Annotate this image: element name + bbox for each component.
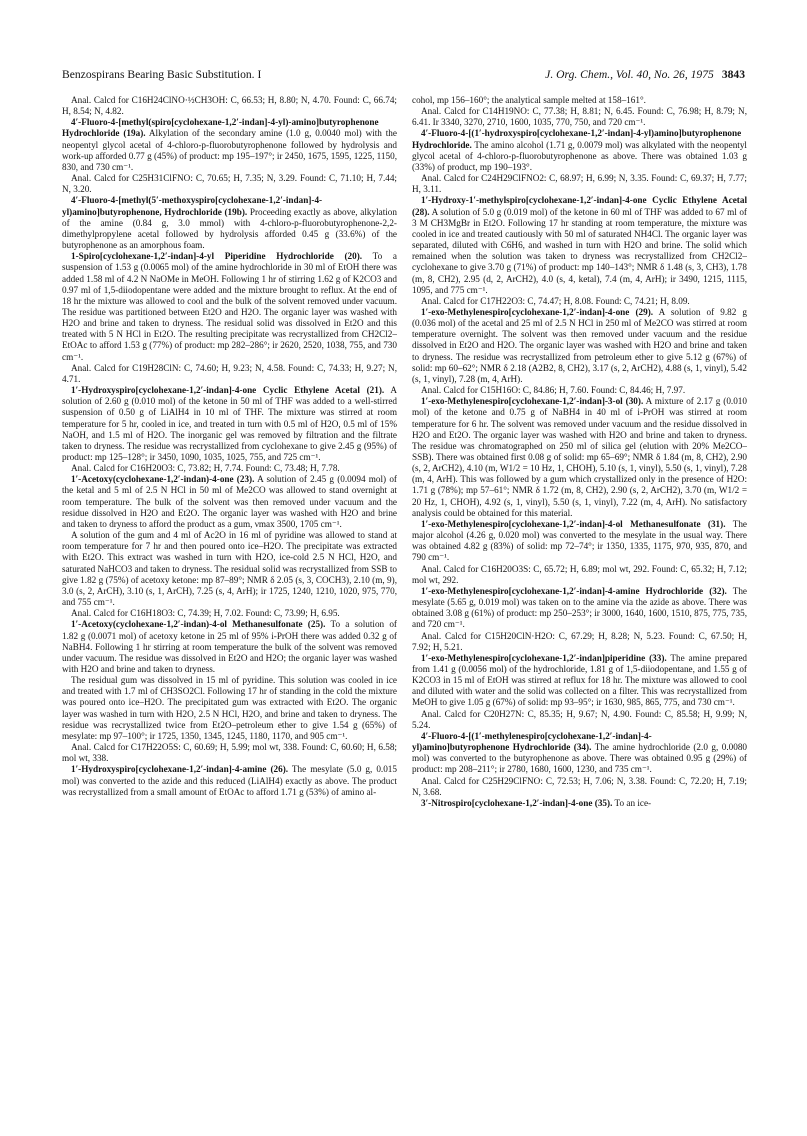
compound-heading: 1′-Acetoxy(cyclohexane-1,2′-indan)-4-ol Methanesulfonate (25).	[71, 619, 326, 630]
paragraph	[62, 251, 397, 363]
paragraph	[412, 195, 747, 295]
paragraph	[62, 764, 397, 797]
paragraph	[62, 363, 397, 385]
paragraph	[62, 117, 397, 173]
paragraph	[412, 95, 747, 106]
paragraph-text: To a solution of 1.82 g (0.0071 mol) of acetoxy ketone in 25 ml of 95% i-PrOH there was added 0.32 g of NaBH4. Following 1 hr stirring at room temperature the bulk of the solvent was removed under vacuum. The residue was dissolved in Et2O and H2O; the organic layer was washed with H2O and brine and taken to dryness.	[62, 619, 397, 674]
paragraph	[412, 307, 747, 385]
paragraph-text: Proceeding exactly as above, alkylation of the amine (0.84 g, 3.0 mmol) with 4-chloro-p-fluorobutyrophenone-2,2-dimethylpropylene acetal followed by hydrolysis afforded 0.45 g (33.6%) of the butyrophenone as an amorphous foam.	[62, 206, 397, 251]
compound-heading: 4′-Fluoro-4-[methyl(spiro[cyclohexane-1,2′-indan]-4-yl)-amino]butyrophenone Hydrochloride (19a).	[62, 117, 379, 139]
paragraph	[412, 631, 747, 653]
paragraph-text: A solution of 5.0 g (0.019 mol) of the ketone in 60 ml of THF was added to 67 ml of 3 M CH3MgBr in Et2O. Following 17 hr standing at room temperature, the mixture was cooled in ice and treated cautiously with 50 ml of saturated NH4Cl. The organic layer was separated, diluted with C6H6, and washed in turn with H2O and brine. The solid which remained when the solution was taken to dryness was recrystallized from CH2Cl2–cyclohexane to give 3.70 g (71%) of product: mp 140–143°; NMR δ 1.48 (s, 3, CH3), 1.78 (m, 8, CH2), 2.95 (d, 2, ArCH2), 4.0 (s, 4, ketal), 7.4 (m, 4, ArH); ir 3490, 1215, 1115, 1095, and 775 cm⁻¹.	[412, 206, 747, 295]
paragraph-text: cohol, mp 156–160°; the analytical sample melted at 158–161°.	[412, 95, 646, 105]
paragraph-text: The residual gum was dissolved in 15 ml of pyridine. This solution was cooled in ice and treated with 1.7 ml of CH3SO2Cl. Following 17 hr of standing in the cold the mixture was poured onto ice–H2O. The precipitated gum was extracted with Et2O. The organic layer was washed in turn with H2O, 2.5 N HCl, H2O, and brine and taken to dryness. The residue was recrystallized twice from Et2O–petroleum ether to give 1.54 g (65%) of mesylate: mp 97–100°; ir 1725, 1350, 1345, 1245, 1180, 1170, and 905 cm⁻¹.	[62, 675, 397, 741]
page-number: 3843	[721, 68, 745, 81]
compound-heading: 4′-Fluoro-4-[(1′-hydroxyspiro[cyclohexane-1,2′-indan]-4-yl)amino]butyrophenone Hydrochloride.	[412, 128, 742, 150]
compound-heading: 4′-Fluoro-4-[(1′-methylenespiro[cyclohexane-1,2′-indan]-4-yl)amino]butyrophenone Hydrochloride (34).	[412, 730, 652, 753]
paragraph-text: Anal. Calcd for C15H16O: C, 84.86; H, 7.60. Found: C, 84.46; H, 7.97.	[421, 385, 686, 396]
paragraph-text: Anal. Calcd for C19H28ClN: C, 74.60; H, 9.23; N, 4.58. Found: C, 74.33; H, 9.27; N, 4.71.	[62, 362, 397, 384]
paragraph-text: The major alcohol (4.26 g, 0.020 mol) was converted to the mesylate in the usual way. There was obtained 4.82 g (83%) of solid: mp 72–74°; ir 1350, 1335, 1175, 970, 935, 870, and 790 cm⁻¹.	[412, 518, 747, 563]
paragraph	[412, 564, 747, 586]
compound-heading: 1′-Hydroxyspiro[cyclohexane-1,2′-indan]-4-one Cyclic Ethylene Acetal (21).	[71, 385, 385, 396]
paragraph	[62, 474, 397, 530]
paragraph-text: A mixture of 2.17 g (0.010 mol) of the ketone and 0.75 g of NaBH4 in 40 ml of i-PrOH was stirred at room temperature for 6 hr. The solvent was removed under vacuum and the residue dissolved in H2O and Et2O. The organic layer was washed with H2O and brine and taken to dryness. The residue was chromatographed on 250 ml of silica gel (elution with 20% Me2CO–SSB). There was obtained first 0.08 g of solid: mp 65–69°; NMR δ 1.84 (m, 8, CH2), 2.90 (s, 2, ArCH2), 4.10 (m, W1/2 = 10 Hz, 1, CHOH), 5.10 (s, 1, vinyl), 5.50 (s, 1, vinyl), 7.28 (m, 4, ArH). This was followed by a gum which crystallized only in the presence of H2O: 1.71 g (78%); mp 57–61°; NMR δ 1.72 (m, 8, CH2), 2.90 (s, 2, ArCH2), 3.70 (m, W1/2 = 20 Hz, 1, CHOH), 4.92 (s, 1, vinyl), 5.50 (s, 1, vinyl), 7.22 (m, 4, ArH). No satisfactory analysis could be obtained for this material.	[412, 396, 747, 518]
paragraph-text: Anal. Calcd for C14H19NO: C, 77.38; H, 8.81; N, 6.45. Found: C, 76.98; H, 8.79; N, 6.41. Ir 3340, 3270, 2710, 1600, 1035, 770, 750, and 720 cm⁻¹.	[412, 106, 747, 128]
paragraph-text: Anal. Calcd for C16H20O3S: C, 65.72; H, 6.89; mol wt, 292. Found: C, 65.32; H, 7.12; mol wt, 292.	[412, 563, 747, 585]
paragraph-text: Alkylation of the secondary amine (1.0 g, 0.0040 mol) with the neopentyl glycol acetal of 4-chloro-p-fluorobutyrophenone followed by hydrolysis and work-up afforded 0.77 g (45%) of product: mp 195–197°; ir 2450, 1675, 1595, 1225, 1150, 830, and 730 cm⁻¹.	[62, 128, 397, 172]
paragraph	[412, 396, 747, 519]
paragraph-text: Anal. Calcd for C17H22O5S: C, 60.69; H, 5.99; mol wt, 338. Found: C, 60.60; H, 6.58; mol wt, 338.	[62, 742, 397, 764]
paragraph	[62, 195, 397, 251]
paragraph-text: The mesylate (5.65 g, 0.019 mol) was taken on to the amine via the azide as above. There was obtained 3.08 g (61%) of product: mp 250–253°; ir 3000, 1640, 1600, 1510, 875, 775, 735, and 720 cm⁻¹.	[412, 585, 747, 630]
compound-heading: 1′-exo-Methylenespiro[cyclohexane-1,2′-indan]piperidine (33).	[421, 652, 667, 663]
compound-heading: 4′-Fluoro-4-[methyl(5′-methoxyspiro[cyclohexane-1,2′-indan]-4-yl)amino]butyrophenone, Hydrochloride (19b).	[62, 195, 323, 217]
compound-heading: 1′-exo-Methylenespiro[cyclohexane-1,2′-indan]-4-ol Methanesulfonate (31).	[421, 518, 726, 529]
paragraph-text: A solution of 2.60 g (0.010 mol) of the ketone in 50 ml of THF was added to a well-stirred suspension of 0.50 g of LiAlH4 in 10 ml of THF. The mixture was stirred at room temperature for 5 hr, cooled in ice, and treated in turn with 0.5 ml of H2O, 0.5 ml of 15% NaOH, and 1.5 ml of H2O. The inorganic gel was removed by filtration and the filtrate taken to dryness. The residue was recrystallized from cyclohexane to give 2.45 g (95%) of product: mp 125–128°; ir 3450, 1090, 1035, 1025, 755, and 725 cm⁻¹.	[62, 385, 397, 462]
paragraph-text: Anal. Calcd for C16H18O3: C, 74.39; H, 7.02. Found: C, 73.99; H, 6.95.	[71, 608, 340, 619]
paragraph-text: Anal. Calcd for C25H31ClFNO: C, 70.65; H, 7.35; N, 3.29. Found: C, 71.10; H, 7.44; N, 3.20.	[62, 173, 397, 195]
paragraph-text: To a suspension of 1.53 g (0.0065 mol) of the amine hydrochloride in 30 ml of EtOH there was added 1.58 ml of 4.2 N NaOMe in MeOH. Following 1 hr of stirring 1.62 g of K2CO3 and 0.97 ml of 1,5-diiodopentane were added and the mixture brought to reflux. At the end of 18 hr the mixture was allowed to cool and the bulk of the solvent removed under vacuum. The residue was partitioned between Et2O and H2O. The organic layer was washed with H2O and brine and taken to dryness. The residual solid was dissolved in Et2O and this treated with 5 N HCl in Et2O. The resulting precipitate was recrystallized from CH2Cl2–EtOAc to afford 1.53 g (77%) of product: mp 282–286°; ir 2620, 2520, 1038, 755, and 730 cm⁻¹.	[62, 251, 397, 362]
page-header	[62, 68, 745, 84]
paragraph-text: The mesylate (5.0 g, 0.015 mol) was converted to the azide and this reduced (LiAlH4) exactly as above. The product was recrystallized from a small amount of EtOAc to afford 1.71 g (53%) of amino al-	[62, 764, 397, 797]
paragraph	[412, 798, 747, 809]
right-column	[412, 95, 747, 1115]
paragraph-text: To an ice-	[614, 797, 652, 808]
compound-heading: 1′-exo-Methylenespiro[cyclohexane-1,2′-indan]-4-amine Hydrochloride (32).	[421, 585, 727, 596]
compound-heading: 1′-Hydroxy-1′-methylspiro[cyclohexane-1,2′-indan]-4-one Cyclic Ethylene Acetal (28).	[412, 195, 747, 217]
journal-name: J. Org. Chem., Vol. 40, No. 26, 1975	[545, 68, 714, 81]
compound-heading: 1-Spiro[cyclohexane-1,2′-indan]-4-yl Piperidine Hydrochloride (20).	[71, 251, 363, 262]
paragraph-text: The amine hydrochloride (2.0 g, 0.0080 mol) was converted to the butyrophenone as above. There was obtained 0.95 g (29%) of product: mp 208–211°; ir 2780, 1680, 1600, 1230, and 735 cm⁻¹.	[412, 742, 747, 775]
paragraph-text: Anal. Calcd for C15H20ClN·H2O: C, 67.29; H, 8.28; N, 5.23. Found: C, 67.50; H, 7.92; H, 5.21.	[412, 630, 747, 652]
paragraph	[62, 385, 397, 463]
paragraph	[412, 296, 747, 307]
paragraph-text: Anal. Calcd for C16H20O3: C, 73.82; H, 7.74. Found: C, 73.48; H, 7.78.	[71, 463, 340, 474]
paragraph	[412, 709, 747, 731]
paragraph	[62, 95, 397, 117]
compound-heading: 1′-exo-Methylenespiro[cyclohexane-1,2′-indan]-3-ol (30).	[421, 396, 644, 407]
paragraph	[62, 608, 397, 619]
compound-heading: 1′-Hydroxyspiro[cyclohexane-1,2′-indan]-4-amine (26).	[71, 764, 289, 775]
paragraph	[412, 519, 747, 564]
paragraph	[412, 731, 747, 776]
compound-heading: 3′-Nitrospiro[cyclohexane-1,2′-indan]-4-one (35).	[421, 797, 613, 808]
paragraph-text: A solution of 2.45 g (0.0094 mol) of the ketal and 5 ml of 2.5 N HCl in 50 ml of Me2CO was allowed to stand overnight at room temperature. The bulk of the solvent was then removed under vacuum and the residue dissolved in H2O and Et2O. The organic layer was washed with H2O and brine and taken to dryness to afford the product as a gum, νmax 3500, 1705 cm⁻¹.	[62, 474, 397, 529]
paragraph	[412, 128, 747, 173]
paragraph-text: A solution of the gum and 4 ml of Ac2O in 16 ml of pyridine was allowed to stand at room temperature for 7 hr and then poured onto ice–H2O. The precipitate was extracted with Et2O. This extract was washed in turn with H2O, ice-cold 2.5 N HCl, H2O, and saturated NaHCO3 and taken to dryness. The residual solid was recrystallized from SSB to give 1.82 g (75%) of acetoxy ketone: mp 87–89°; NMR δ 2.05 (s, 3, COCH3), 2.10 (m, 9), 3.0 (s, 2, ArCH), 3.10 (s, 1, ArCH), 7.25 (s, 4, ArH); ir 1725, 1240, 1210, 1020, 975, 770, and 755 cm⁻¹.	[62, 530, 397, 608]
journal-citation	[545, 68, 745, 81]
paragraph	[62, 173, 397, 195]
paragraph-text: Anal. Calcd for C16H24ClNO·½CH3OH: C, 66.53; H, 8.80; N, 4.70. Found: C, 66.74; H, 8.54; N, 4.82.	[62, 95, 397, 117]
paragraph-text: Anal. Calcd for C24H29ClFNO2: C, 68.97; H, 6.99; N, 3.35. Found: C, 69.37; H, 7.77; H, 3.11.	[412, 173, 747, 195]
paragraph	[412, 385, 747, 396]
paragraph	[412, 586, 747, 631]
paragraph	[62, 463, 397, 474]
paragraph	[412, 776, 747, 798]
paragraph	[62, 742, 397, 764]
paragraph-text: The amino alcohol (1.71 g, 0.0079 mol) was alkylated with the neopentyl glycol acetal of 4-chloro-p-fluorobutyrophenone as above. There was obtained 1.03 g (33%) of product, mp 190–193°.	[412, 139, 747, 172]
compound-heading: 1′-exo-Methylenespiro[cyclohexane-1,2′-indan]-4-one (29).	[421, 306, 654, 317]
compound-heading: 1′-Acetoxy(cyclohexane-1,2′-indan)-4-one (23).	[71, 474, 255, 485]
paragraph-text: Anal. Calcd for C20H27N: C, 85.35; H, 9.67; N, 4.90. Found: C, 85.58; H, 9.99; N, 5.24.	[412, 708, 747, 730]
paragraph-text: Anal. Calcd for C17H22O3: C, 74.47; H, 8.08. Found: C, 74.21; H, 8.09.	[421, 295, 690, 306]
running-title: Benzospirans Bearing Basic Substitution. I	[62, 68, 262, 81]
paragraph	[62, 675, 397, 742]
paragraph	[62, 530, 397, 608]
paragraph	[412, 653, 747, 709]
left-column	[62, 95, 397, 1115]
paragraph	[412, 106, 747, 128]
paragraph	[412, 173, 747, 195]
paragraph-text: Anal. Calcd for C25H29ClFNO: C, 72.53; H, 7.06; N, 3.38. Found: C, 72.20; H, 7.19; N, 3.68.	[412, 775, 747, 797]
paragraph-text: The amine prepared from 1.41 g (0.0056 mol) of the hydrochloride, 1.81 g of 1,5-diiodopentane, and 1.55 g of K2CO3 in 15 ml of EtOH was stirred at reflux for 18 hr. The mixture was allowed to cool and diluted with water and the solid was collected on a filter. This was recrystallized from MeOH to give 1.05 g (67%) of solid: mp 93–95°; ir 1630, 985, 865, 775, and 730 cm⁻¹.	[412, 652, 747, 708]
paragraph	[62, 619, 397, 675]
paragraph-text: A solution of 9.82 g (0.036 mol) of the acetal and 25 ml of 2.5 N HCl in 250 ml of Me2CO was stirred at room temperature overnight. The solvent was then removed under vacuum and the residue dissolved in Et2O and H2O. The organic layer was washed with H2O and brine and taken to dryness. The residue was recrystallized from petroleum ether to give 5.12 g (67%) of solid: mp 60–62°; NMR δ 2.18 (A2B2, 8, CH2), 3.17 (s, 2, ArCH2), 4.88 (s, 1, vinyl), 5.42 (s, 1, vinyl), 7.28 (m, 4, ArH).	[412, 306, 747, 384]
